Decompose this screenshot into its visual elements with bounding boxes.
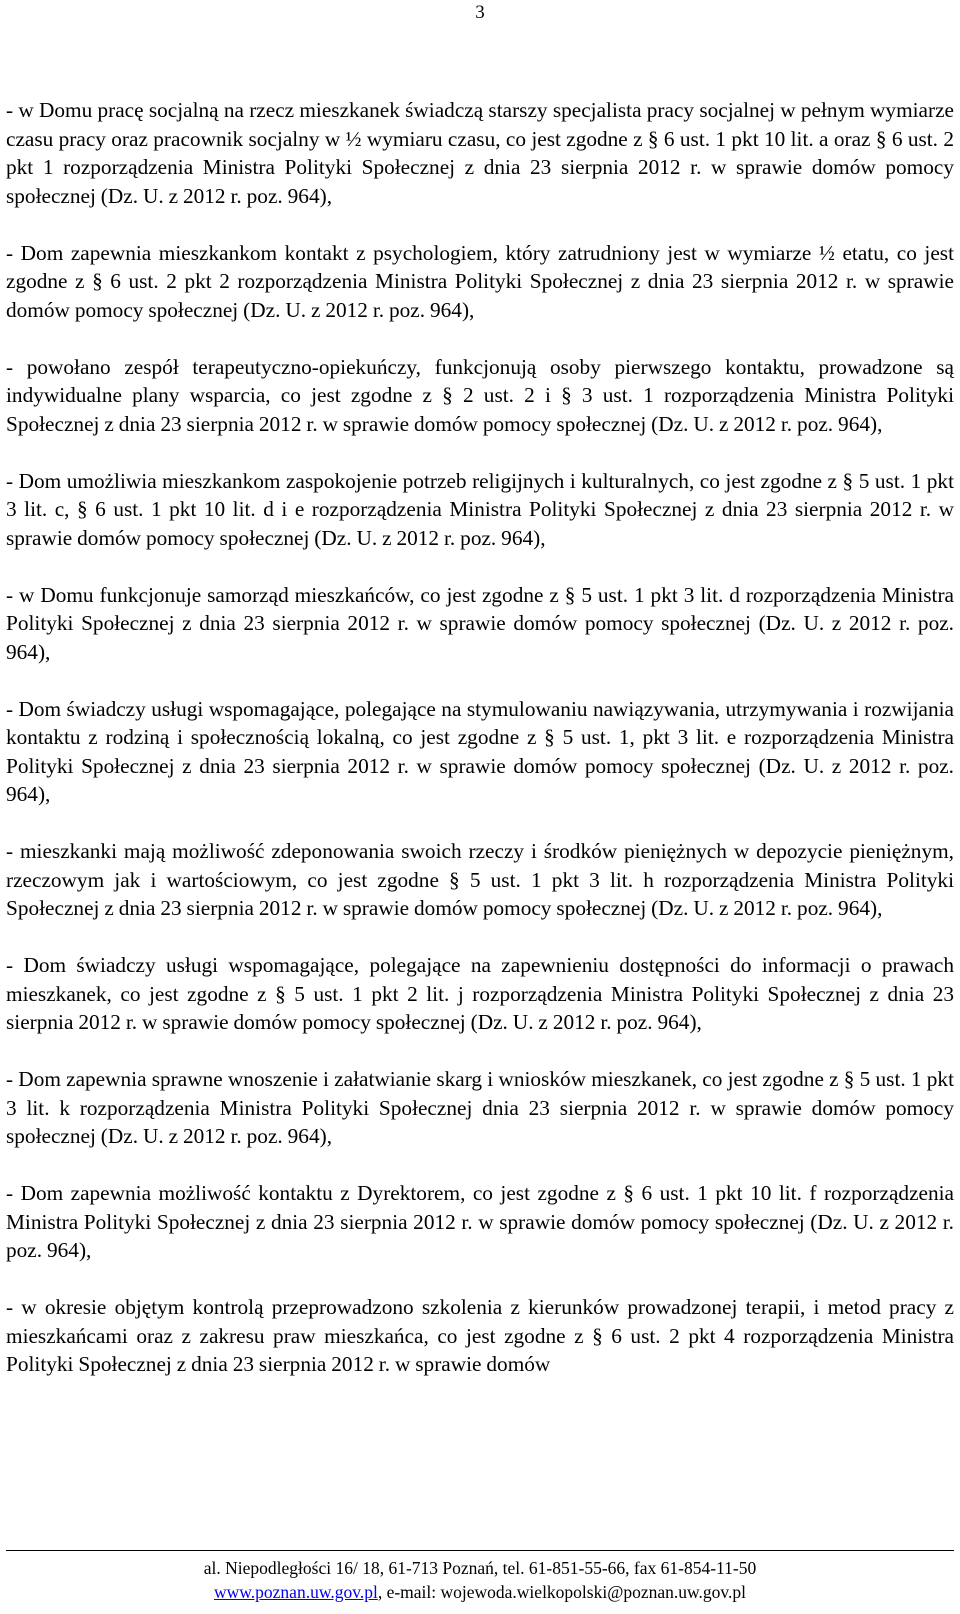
footer-divider <box>6 1550 954 1551</box>
paragraph-psychologist: - Dom zapewnia mieszkankom kontakt z psychologiem, który zatrudniony jest w wymiarze ½ etatu, co jest zgodne z § 6 ust. 2 pkt 2 rozporządzenia Ministra Polityki Społecznej z dnia 23 sierpnia 2012 r. w sprawie domów pomocy społecznej (Dz. U. z 2012 r. poz. 964), <box>6 240 954 322</box>
paragraph-training: - w okresie objętym kontrolą przeprowadzono szkolenia z kierunków prowadzonej terapii, i metod pracy z mieszkańcami oraz z zakresu praw mieszkańca, co jest zgodne z § 6 ust. 2 pkt 4 rozporządzenia Ministra Polityki Społecznej z dnia 23 sierpnia 2012 r. w sprawie domów <box>6 1295 954 1376</box>
page-footer <box>0 1556 960 1604</box>
paragraph-director-contact: - Dom zapewnia możliwość kontaktu z Dyrektorem, co jest zgodne z § 6 ust. 1 pkt 10 lit. f rozporządzenia Ministra Polityki Społecznej z dnia 23 sierpnia 2012 r. w sprawie domów pomocy społecznej (Dz. U. z 2012 r. poz. 964), <box>6 1181 954 1262</box>
document-body <box>6 96 954 1407</box>
footer-address: al. Niepodległości 16/ 18, 61-713 Poznań, tel. 61-851-55-66, fax 61-854-11-50 <box>203 1558 757 1578</box>
paragraph-family-contact: - Dom świadczy usługi wspomagające, polegające na stymulowaniu nawiązywania, utrzymywania i rozwijania kontaktu z rodziną i społecznością lokalną, co jest zgodne z § 5 ust. 1, pkt 3 lit. e rozporządzenia Ministra Polityki Społecznej z dnia 23 sierpnia 2012 r. w sprawie domów pomocy społecznej (Dz. U. z 2012 r. poz. 964), <box>6 696 954 806</box>
paragraph-information-access: - Dom świadczy usługi wspomagające, polegające na zapewnieniu dostępności do informacji o prawach mieszkanek, co jest zgodne z § 5 ust. 1 pkt 2 lit. j rozporządzenia Ministra Polityki Społecznej z dnia 23 sierpnia 2012 r. w sprawie domów pomocy społecznej (Dz. U. z 2012 r. poz. 964), <box>6 953 954 1034</box>
paragraph-religious-needs: - Dom umożliwia mieszkankom zaspokojenie potrzeb religijnych i kulturalnych, co jest zgodne z § 5 ust. 1 pkt 3 lit. c, § 6 ust. 1 pkt 10 lit. d i e rozporządzenia Ministra Polityki Społecznej z dnia 23 sierpnia 2012 r. w sprawie domów pomocy społecznej (Dz. U. z 2012 r. poz. 964), <box>6 468 954 550</box>
paragraph-deposit: - mieszkanki mają możliwość zdeponowania swoich rzeczy i środków pieniężnych w depozycie pieniężnym, rzeczowym jak i wartościowym, co jest zgodne § 5 ust. 1 pkt 3 lit. h rozporządzenia Ministra Polityki Społecznej z dnia 23 sierpnia 2012 r. w sprawie domów pomocy społecznej (Dz. U. z 2012 r. poz. 964), <box>6 839 954 920</box>
page-number: 3 <box>475 2 485 23</box>
paragraph-residents-council: - w Domu funkcjonuje samorząd mieszkańców, co jest zgodne z § 5 ust. 1 pkt 3 lit. d rozporządzenia Ministra Polityki Społecznej z dnia 23 sierpnia 2012 r. w sprawie domów pomocy społecznej (Dz. U. z 2012 r. poz. 964), <box>6 582 954 664</box>
paragraph-social-work: - w Domu pracę socjalną na rzecz mieszkanek świadczą starszy specjalista pracy socjalnej w pełnym wymiarze czasu pracy oraz pracownik socjalny w ½ wymiaru czasu, co jest zgodne z § 6 ust. 1 pkt 10 lit. a oraz § 6 ust. 2 pkt 1 rozporządzenia Ministra Polityki Społecznej z dnia 23 sierpnia 2012 r. w sprawie domów pomocy społecznej (Dz. U. z 2012 r. poz. 964), <box>6 98 954 208</box>
paragraph-complaints: - Dom zapewnia sprawne wnoszenie i załatwianie skarg i wniosków mieszkanek, co jest zgodne z § 5 ust. 1 pkt 3 lit. k rozporządzenia Ministra Polityki Społecznej dnia 23 sierpnia 2012 r. w sprawie domów pomocy społecznej (Dz. U. z 2012 r. poz. 964), <box>6 1067 954 1148</box>
website-link[interactable]: www.poznan.uw.gov.pl <box>214 1582 378 1602</box>
footer-email: , e-mail: wojewoda.wielkopolski@poznan.uw.gov.pl <box>377 1582 746 1602</box>
paragraph-therapeutic-team: - powołano zespół terapeutyczno-opiekuńczy, funkcjonują osoby pierwszego kontaktu, prowadzone są indywidualne plany wsparcia, co jest zgodne z § 2 ust. 2 i § 3 ust. 1 rozporządzenia Ministra Polityki Społecznej z dnia 23 sierpnia 2012 r. w sprawie domów pomocy społecznej (Dz. U. z 2012 r. poz. 964), <box>6 354 954 436</box>
footer-contact-line <box>0 1580 960 1604</box>
